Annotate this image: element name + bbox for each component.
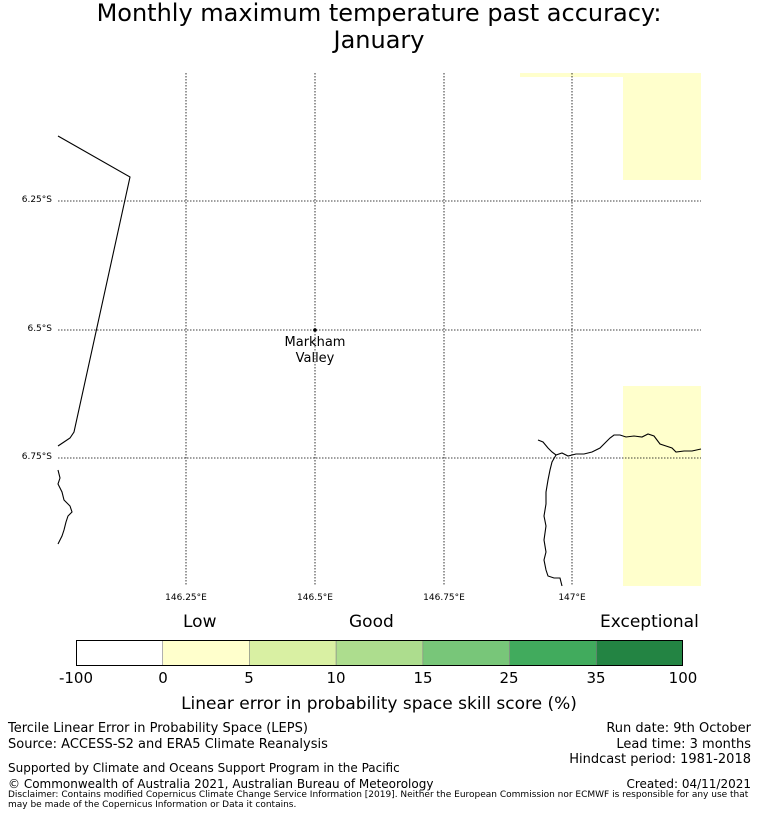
colorbar-segment	[510, 640, 597, 666]
footer-created: Created: 04/11/2021	[626, 777, 751, 791]
lon-tick-label: 146.75°E	[423, 593, 465, 603]
footer-source: Source: ACCESS-S2 and ERA5 Climate Reanalysis	[8, 737, 328, 752]
skill-patch-bottom-right	[623, 386, 701, 586]
colorbar-tick: -100	[58, 669, 94, 687]
colorbar-tick: 10	[326, 669, 346, 687]
skill-patch-top-right	[623, 73, 701, 180]
title-line-2: January	[333, 26, 425, 54]
boundary-line-west	[58, 136, 130, 446]
colorbar-segment	[76, 640, 163, 666]
colorbar-segment	[423, 640, 510, 666]
colorbar	[76, 640, 683, 666]
footer-copyright: © Commonwealth of Australia 2021, Australian Bureau of Meteorology	[8, 777, 434, 791]
footer-disclaimer: Disclaimer: Contains modified Copernicus Climate Change Service Information [2019]. Neither the European Commission nor ECMWF is responsible for any use that may be made of the Copernicus Information or Data it contains.	[8, 790, 749, 810]
legend-category-good: Good	[349, 612, 394, 632]
footer-support: Supported by Climate and Oceans Support Program in the Pacific	[8, 761, 400, 775]
lon-tick-label: 146.25°E	[165, 593, 207, 603]
footer-method: Tercile Linear Error in Probability Space (LEPS)	[8, 721, 308, 736]
place-label-line-2: Valley	[295, 351, 335, 366]
colorbar-tick: 35	[586, 669, 606, 687]
legend-category-low: Low	[183, 612, 217, 632]
colorbar-tick: 5	[244, 669, 254, 687]
place-label	[265, 335, 365, 367]
footer-lead-time: Lead time: 3 months	[616, 737, 751, 752]
colorbar-segment	[163, 640, 250, 666]
coastlines	[58, 136, 701, 586]
lat-tick-label: 6.25°S	[21, 195, 52, 205]
colorbar-segment	[336, 640, 423, 666]
coastline-east-south	[544, 455, 562, 586]
lon-tick-label: 147°E	[558, 593, 586, 603]
colorbar-label: Linear error in probability space skill score (%)	[181, 694, 577, 714]
footer-hindcast: Hindcast period: 1981-2018	[569, 752, 751, 767]
colorbar-segment	[249, 640, 336, 666]
colorbar-tick: 100	[668, 669, 698, 687]
colorbar-tick: 25	[499, 669, 519, 687]
title-line-1: Monthly maximum temperature past accuracy:	[96, 0, 662, 27]
colorbar-segment	[596, 640, 683, 666]
markham-valley-marker	[313, 328, 317, 332]
footer-run-date: Run date: 9th October	[606, 721, 751, 736]
colorbar-tick: 0	[158, 669, 168, 687]
gridlines	[58, 73, 701, 586]
place-label-line-1: Markham	[284, 335, 346, 350]
lat-tick-label: 6.75°S	[21, 452, 52, 462]
legend-category-exceptional: Exceptional	[600, 612, 699, 632]
coastline-west	[58, 470, 72, 544]
lat-tick-label: 6.5°S	[27, 324, 52, 334]
lon-tick-label: 146.5°E	[297, 593, 333, 603]
colorbar-tick: 15	[413, 669, 433, 687]
